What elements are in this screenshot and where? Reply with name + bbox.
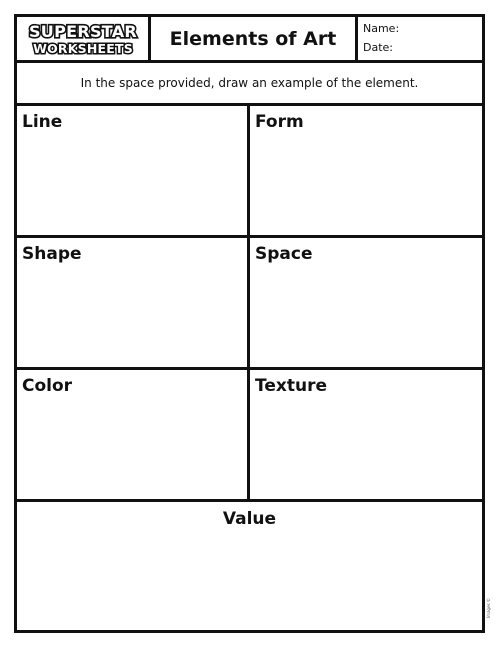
worksheet-header bbox=[17, 17, 482, 63]
box-form[interactable] bbox=[250, 106, 482, 238]
worksheet bbox=[14, 14, 485, 633]
superstar-worksheets-logo bbox=[22, 21, 144, 57]
box-space[interactable] bbox=[250, 238, 482, 370]
box-label: Form bbox=[255, 112, 304, 132]
box-label: Value bbox=[222, 509, 277, 529]
box-texture[interactable] bbox=[250, 370, 482, 502]
name-date-cell bbox=[358, 17, 482, 60]
name-label: Name: bbox=[363, 22, 400, 35]
box-label: Space bbox=[255, 244, 313, 264]
box-label: Texture bbox=[255, 376, 327, 396]
box-shape[interactable] bbox=[17, 238, 250, 370]
worksheet-title: Elements of Art bbox=[151, 17, 358, 60]
logo-line-2: WORKSHEETS bbox=[32, 40, 133, 56]
image-credit: Images © bbox=[486, 598, 491, 618]
box-label: Line bbox=[22, 112, 63, 132]
date-label: Date: bbox=[363, 41, 393, 54]
box-value[interactable] bbox=[17, 502, 482, 630]
logo-line-1: SUPERSTAR bbox=[28, 21, 137, 41]
logo-cell bbox=[17, 17, 151, 60]
box-label: Color bbox=[22, 376, 73, 396]
box-color[interactable] bbox=[17, 370, 250, 502]
box-label: Shape bbox=[22, 244, 82, 264]
instruction-text: In the space provided, draw an example of the element. bbox=[17, 63, 482, 106]
box-line[interactable] bbox=[17, 106, 250, 238]
